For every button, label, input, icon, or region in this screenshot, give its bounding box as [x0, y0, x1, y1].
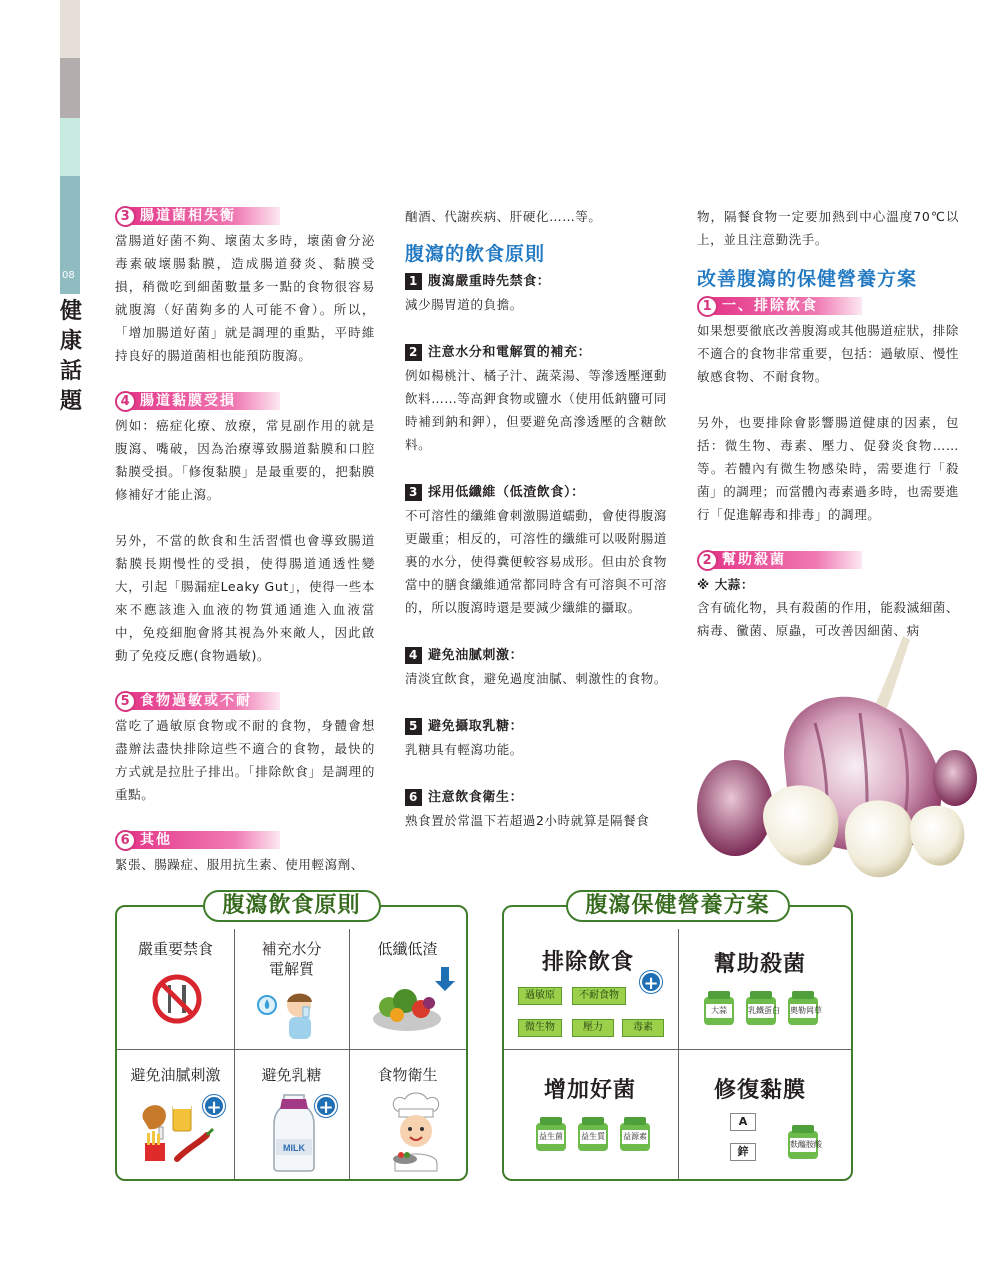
panel-title: 腹瀉保健營養方案: [565, 890, 789, 922]
grid-divider: [349, 929, 350, 1179]
paragraph: 當吃了過敏原食物或不耐的食物，身體會想盡辦法盡快排除這些不適合的食物，最快的方式就是拉肚子排出。「排除飲食」是調理的重點。: [115, 718, 375, 802]
page-number: 08: [62, 270, 75, 281]
column-2: [405, 205, 667, 832]
cell-label-avoid-lactose: 避免乳糖: [261, 1066, 322, 1084]
heading-others: [115, 829, 375, 851]
zinc-box: 鋅: [730, 1143, 756, 1161]
heading-gut-mucosa-damage: [115, 390, 375, 412]
heading-number: 5: [115, 691, 136, 712]
sidebar-color-block-1: [60, 0, 80, 58]
paragraph: 例如：癌症化療、放療，常見副作用的就是腹瀉、嘴破，因為治療導致腸道黏膜和口腔黏膜受損。「修復黏膜」是最重要的，把黏膜修補好才能止瀉。: [115, 418, 375, 502]
principle-title: 注意飲食衛生：: [428, 790, 524, 805]
sidebar-color-block-3: [60, 118, 80, 176]
jar-label: 益生質: [580, 1130, 606, 1144]
vegetables-low-icon: [367, 967, 457, 1039]
jar-glutamine: [788, 1125, 822, 1159]
heading-gut-flora-imbalance: [115, 205, 375, 227]
section-char: 健: [59, 298, 82, 324]
heading-elimination-diet: [697, 295, 959, 317]
jar-label: 奧勒岡草: [790, 1004, 816, 1018]
principle-number: 5: [405, 718, 422, 735]
jar-garlic: [704, 991, 734, 1025]
paragraph: 含有硫化物，具有殺菌的作用，能殺滅細菌、病毒、黴菌、原蟲，可改善因細菌、病: [697, 600, 960, 638]
column-3: [697, 205, 959, 642]
grid-divider: [678, 929, 679, 1179]
heading-text: 腸道黏膜受損: [130, 392, 280, 410]
plus-icon: +: [640, 971, 662, 993]
chef-icon: [383, 1093, 449, 1171]
principle-title: 避免油膩刺激：: [428, 648, 524, 663]
jar-postbiotic: [620, 1117, 650, 1151]
principle-heading: [405, 270, 667, 293]
jar-label: 益生菌: [538, 1130, 564, 1144]
elimination-diet-label: 排除飲食: [542, 950, 635, 975]
increase-probiotics-label: 增加好菌: [544, 1078, 637, 1103]
plus-icon: +: [203, 1095, 225, 1117]
grid-divider: [117, 1049, 466, 1050]
paragraph: 例如楊桃汁、橘子汁、蔬菜湯、等滲透壓運動飲料……等高鉀食物或鹽水（使用低鈉鹽可同時補到鈉和鉀），但要避免高滲透壓的含糖飲料。: [405, 368, 668, 452]
jar-label: 乳鐵蛋白: [748, 1004, 774, 1018]
tag-microbe: 微生物: [518, 1019, 562, 1037]
jar-probiotic: [536, 1117, 566, 1151]
principle-number: 4: [405, 647, 422, 664]
heading-text: 其他: [130, 831, 280, 849]
cell-label-low-fiber: 低纖低渣: [377, 940, 438, 958]
principle-heading: [405, 786, 667, 809]
principle-title: 腹瀉嚴重時先禁食：: [428, 274, 551, 289]
paragraph: 當腸道好菌不夠、壞菌太多時，壞菌會分泌毒素破壞腸黏膜，造成腸道發炎、黏膜受損，稍微吃到細菌數量多一點的食物很容易就腹瀉（好菌夠多的人可能不會）。所以，「增加腸道好菌」就是調理的重點，平時維持良好的腸道菌相也能預防腹瀉。: [115, 233, 375, 363]
principle-heading: [405, 341, 667, 364]
jar-label: 麩醯胺酸: [790, 1138, 816, 1152]
cell-label-avoid-greasy: 避免油膩刺激: [130, 1066, 221, 1084]
column-1: [115, 205, 375, 876]
heading-number: 2: [697, 550, 718, 571]
heading-text: 一、排除飲食: [712, 297, 862, 315]
principle-title: 採用低纖維（低渣飲食）：: [428, 485, 585, 500]
nutrition-plan-title: 改善腹瀉的保健營養方案: [697, 268, 918, 290]
paragraph: 另外，不當的飲食和生活習慣也會導致腸道黏膜長期慢性的受損，使得腸道通透性變大，引起「腸漏症Leaky Gut」，使得一些本來不應該進入血液的物質通通進入血液當中，免疫細胞會將其視為外來敵人，因此啟動了免疫反應(食物過敏)。: [115, 533, 375, 663]
sidebar-color-block-2: [60, 58, 80, 118]
plus-icon: +: [315, 1095, 337, 1117]
paragraph: 熟食置於常溫下若超過2小時就算是隔餐食: [405, 813, 650, 828]
nutrition-plan-panel: [502, 893, 853, 1181]
heading-food-allergy: [115, 690, 375, 712]
paragraph: 減少腸胃道的負擔。: [405, 297, 523, 312]
panel-title: 腹瀉飲食原則: [202, 890, 380, 922]
principle-number: 2: [405, 344, 422, 361]
principle-number: 6: [405, 789, 422, 806]
cell-label-hydration: 補充水分 電解質: [261, 940, 322, 978]
tag-stress: 壓力: [572, 1019, 614, 1037]
paragraph: 物，隔餐食物一定要加熱到中心溫度70℃以上，並且注意勤洗手。: [697, 209, 959, 247]
jar-label: 益源素: [622, 1130, 648, 1144]
garlic-note-title: ※ 大蒜：: [697, 577, 755, 592]
cell-label-food-hygiene: 食物衛生: [377, 1066, 438, 1084]
principle-heading: [405, 715, 667, 738]
jar-lactoferrin: [746, 991, 780, 1025]
section-char: 題: [59, 388, 82, 414]
heading-help-sterilize: [697, 549, 959, 571]
heading-number: 3: [115, 206, 136, 227]
paragraph: 不可溶性的纖維會刺激腸道蠕動，會使得腹瀉更嚴重；相反的，可溶性的纖維可以吸附腸道裏的水分，使得糞便較容易成形。但由於食物當中的膳食纖維通常都同時含有可溶與不可溶的，所以腹瀉時還是要減少纖維的攝取。: [405, 508, 668, 615]
section-char: 康: [59, 328, 82, 354]
paragraph: 酗酒、代謝疾病、肝硬化……等。: [405, 209, 602, 224]
principle-heading: [405, 481, 667, 504]
cell-label-fasting: 嚴重要禁食: [137, 940, 213, 958]
heading-text: 食物過敏或不耐: [130, 692, 280, 710]
jar-label: 大蒜: [706, 1004, 732, 1018]
milk-bottle-icon: [272, 1095, 316, 1171]
drinking-water-icon: [255, 987, 327, 1043]
paragraph: 乳糖具有輕瀉功能。: [405, 742, 523, 757]
paragraph: 如果想要徹底改善腹瀉或其他腸道症狀，排除不適合的食物非常重要，包括：過敏原、慢性敏感食物、不耐食物。: [697, 323, 960, 384]
no-eating-icon: [151, 973, 203, 1025]
heading-text: 幫助殺菌: [712, 551, 862, 569]
tag-toxin: 毒素: [622, 1019, 664, 1037]
vitamin-a-box: A: [730, 1113, 756, 1131]
diet-principles-title: 腹瀉的飲食原則: [405, 243, 546, 265]
heading-number: 6: [115, 830, 136, 851]
milk-label: MILK: [283, 1143, 305, 1153]
paragraph: 另外，也要排除會影響腸道健康的因素，包括：微生物、毒素、壓力、促發炎食物……等。若體內有微生物感染時，需要進行「殺菌」的調理；而當體內毒素過多時，也需要進行「促進解毒和排毒」的調理。: [697, 415, 960, 522]
jar-oregano: [788, 991, 822, 1025]
principle-heading: [405, 644, 667, 667]
jar-prebiotic: [578, 1117, 608, 1151]
principle-title: 注意水分和電解質的補充：: [428, 345, 592, 360]
section-title: [58, 296, 84, 416]
tag-intolerant-food: 不耐食物: [572, 987, 626, 1005]
section-char: 話: [59, 358, 82, 384]
paragraph: 清淡宜飲食，避免過度油膩、刺激性的食物。: [405, 671, 668, 686]
garlic-image: [695, 628, 975, 893]
principle-title: 避免攝取乳糖：: [428, 719, 524, 734]
tag-allergen: 過敏原: [518, 987, 562, 1005]
grid-divider: [504, 1049, 851, 1050]
sterilize-label: 幫助殺菌: [714, 952, 807, 977]
repair-mucosa-label: 修復黏膜: [714, 1078, 807, 1103]
paragraph: 緊張、腸躁症、服用抗生素、使用輕瀉劑、: [115, 857, 364, 872]
principle-number: 1: [405, 273, 422, 290]
heading-text: 腸道菌相失衡: [130, 207, 280, 225]
heading-number: 4: [115, 391, 136, 412]
diet-principles-panel: [115, 893, 468, 1181]
principle-number: 3: [405, 484, 422, 501]
heading-number: 1: [697, 296, 718, 317]
